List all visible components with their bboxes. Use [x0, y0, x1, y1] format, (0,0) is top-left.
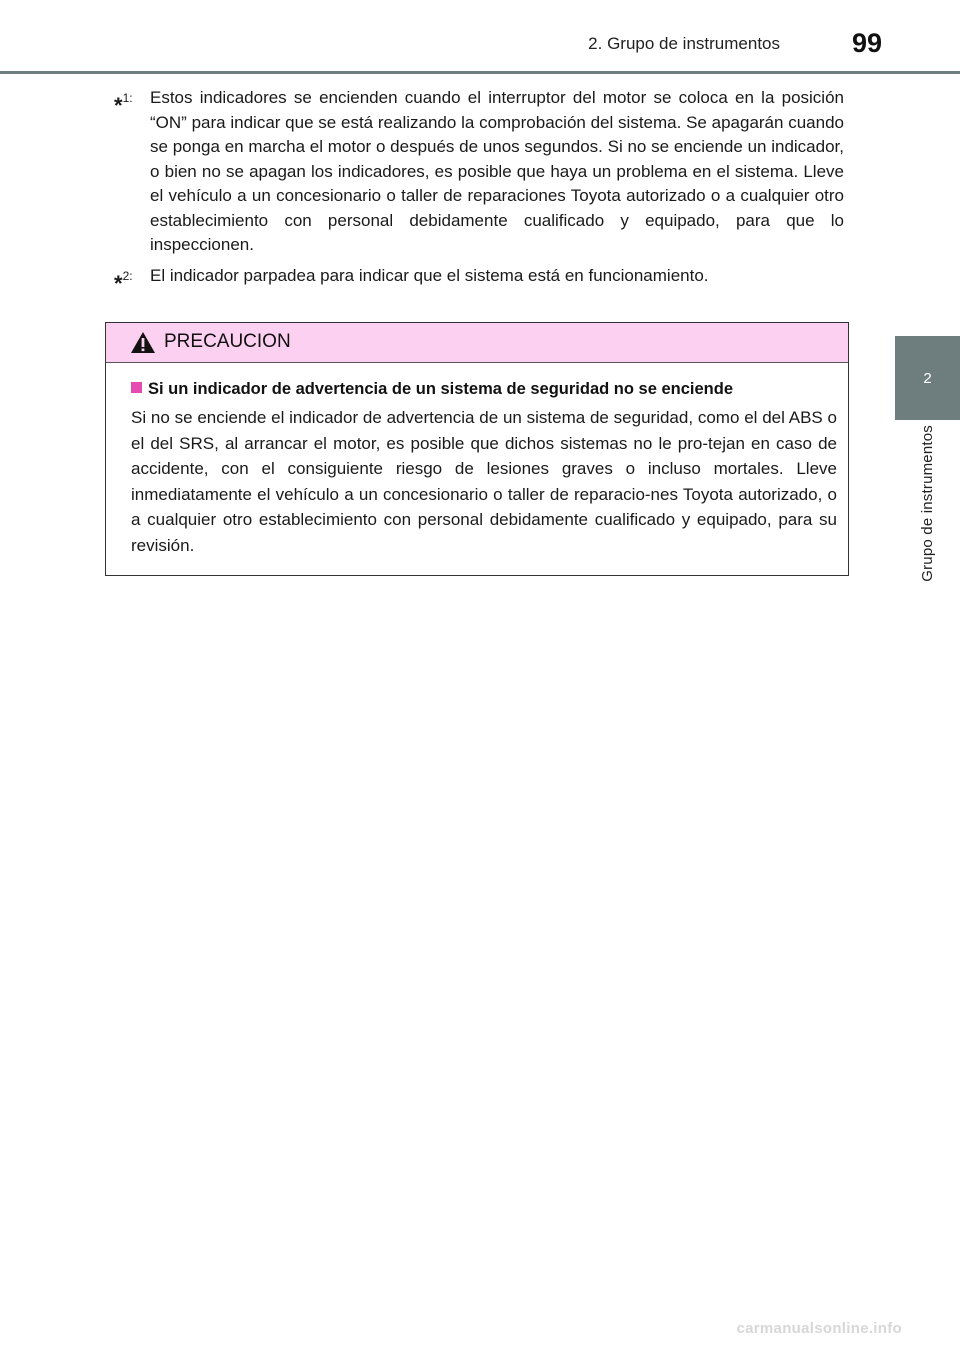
- page-number: 99: [851, 28, 882, 58]
- footnote-marker: [114, 86, 150, 116]
- caution-subheading: [131, 377, 837, 401]
- caution-box: [105, 322, 849, 576]
- square-bullet-icon: [131, 382, 142, 393]
- asterisk: *: [114, 270, 123, 296]
- caution-subheading-text: Si un indicador de advertencia de un sistema de seguridad no se enciende: [148, 380, 734, 398]
- caution-header: [106, 323, 848, 363]
- footnote-marker: [114, 264, 150, 294]
- caution-text: Si no se enciende el indicador de advertencia de un sistema de seguridad, como el del ABS o el del SRS, al arrancar el motor, es posible que dichos sistemas no le pro-tejan en caso de accidente, con el consiguiente riesgo de lesiones graves o incluso mortales. Lleve inmediatamente el vehículo a un concesionario o taller de reparacio-nes Toyota autorizado, o a cualquier otro establecimiento con personal debidamente cualificado y equipado, para su revisión.: [131, 408, 837, 555]
- footnote-text: El indicador parpadea para indicar que el sistema está en funcionamiento.: [150, 266, 709, 285]
- chapter-tab: [895, 336, 960, 420]
- footnote-number: 1:: [122, 91, 133, 105]
- footer-watermark: carmanualsonline.info: [736, 1320, 902, 1337]
- footnote-number: 2:: [122, 269, 133, 283]
- warning-triangle-icon: [130, 331, 156, 359]
- chapter-title: Grupo de instrumentos: [919, 425, 936, 582]
- chapter-number: 2: [923, 369, 932, 387]
- caution-title: PRECAUCION: [164, 331, 291, 352]
- header-rule: [0, 71, 960, 74]
- asterisk: *: [114, 92, 123, 118]
- footnote-text: Estos indicadores se encienden cuando el interruptor del motor se coloca en la posición “ON” para indicar que se está realizando la comprobación del sistema. Se apagarán cuando se ponga en marcha el motor o después de unos segundos. Si no se enciende un indicador, o bien no se apagan los indicadores, es posible que haya un problema en el sistema. Lleve el vehículo a un concesionario o taller de reparaciones Toyota autorizado o a cualquier otro establecimiento con personal debidamente cualificado y equipado, para que lo inspeccionen.: [150, 88, 844, 254]
- footnote-2: [114, 264, 844, 296]
- caution-body: [131, 377, 837, 559]
- section-title: 2. Grupo de instrumentos: [588, 34, 780, 53]
- footnote-1: [114, 86, 844, 258]
- chapter-side-label: [895, 420, 960, 620]
